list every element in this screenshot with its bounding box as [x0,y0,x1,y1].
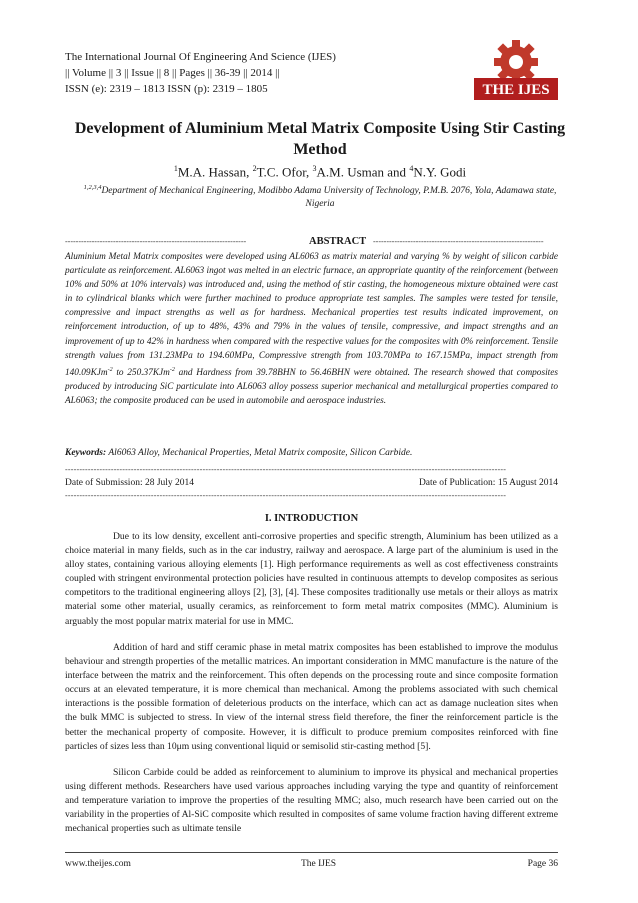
section-heading-introduction: I. INTRODUCTION [264,513,359,524]
affiliation [70,181,570,211]
author-list [60,160,580,181]
author-4-sup: 4 [409,164,414,173]
abstract-sup-1: -2 [107,366,113,373]
keywords [65,447,558,460]
abstract-text-3: and Hardness from 39.78BHN to 56.46BHN were obtained. The research showed that composites produced by introducing SiC particulate into AL6063 alloy possess superior mechanical and metallurgical properties compared to AL6063; the composite produced can be used in automobile and aerospace industries. [65,367,558,407]
submission-date: Date of Submission: 28 July 2014 [65,478,195,488]
separator-bottom: ---------------------------------------------------------------------------------------------------------------------------------------------------------- [65,491,507,500]
footer-journal: The IJES [301,859,337,869]
keywords-text: Al6063 Alloy, Mechanical Properties, Metal Matrix composite, Silicon Carbide. [106,448,413,458]
journal-header [65,49,465,97]
intro-paragraph-3: Silicon Carbide could be added as reinforcement to aluminium to improve its physical and mechanical properties using different methods. Researchers have used various approaches including varying the type and quantity of reinforcement and temperature variation to improve the properties of the resulting MMC; also, much research have been carried out on the variability in the properties of Al-SiC composite which resulted in composites of same volume fraction having different extreme mechanical properties such as ultimate tensile [65,767,558,835]
author-1-sup: 1 [173,164,178,173]
abstract-dashes-right: ---------------------------------------------------------------- [373,237,544,246]
abstract-heading: ABSTRACT [309,236,367,247]
author-1: M.A. Hassan, [177,164,253,180]
author-3-sup: 3 [312,164,317,173]
abstract-dashes-left: -------------------------------------------------------------------- [65,237,247,246]
footer-page-number: Page 36 [527,859,558,869]
abstract-heading-row [65,236,558,248]
intro-paragraph-2: Addition of hard and stiff ceramic phase in metal matrix composites has been established to improve the modulus behaviour and strength properties of the metallic matrices. An important consideration in MMC manufacture is the nature of the interface between the matrix and the reinforcement. This often depends on the processing route and since composite formation occurs at an elevated temperature, it is more chemical than mechanical. Among the problems associated with such chemical interactions is the possible formation of deleterious products on the interface, which can act as damage nucleation sites when the bulk MMC is subjected to stress. In view of the internal stress field therefore, the finer the reinforcement particle is the better the mechanical property of composite. However, it is difficult to produce premium composites reinforced with fine particles of sizes less than 10μm using conventional liquid or semisolid stir-casting method [5]. [65,642,558,752]
journal-name: The International Journal Of Engineering And Science (IJES) [65,51,336,63]
keywords-label: Keywords: [65,448,107,458]
page-footer [65,857,558,871]
abstract-sup-2: -2 [169,366,175,373]
ijes-logo [466,36,566,106]
paper-title: Development of Aluminium Metal Matrix Composite Using Stir Casting Method [74,120,566,158]
abstract-text-2: to 250.37KJm [112,367,170,378]
logo-text: THE IJES [482,82,550,98]
author-4: N.Y. Godi [413,164,467,180]
separator-top: ---------------------------------------------------------------------------------------------------------------------------------------------------------- [65,465,507,474]
gear-icon [466,36,566,106]
abstract-body [65,250,558,408]
issn-info: ISSN (e): 2319 – 1813 ISSN (p): 2319 – 1805 [65,83,268,95]
volume-info: || Volume || 3 || Issue || 8 || Pages || 36-39 || 2014 || [65,67,280,79]
author-3: A.M. Usman and [316,164,410,180]
publication-date: Date of Publication: 15 August 2014 [418,478,558,488]
author-2-sup: 2 [252,164,257,173]
affiliation-text: Department of Mechanical Engineering, Modibbo Adama University of Technology, P.M.B. 2076, Yola, Adamawa state, Nigeria [101,186,557,210]
date-row [65,476,558,490]
author-2: T.C. Ofor, [256,164,313,180]
intro-paragraph-1: Due to its low density, excellent anti-corrosive properties and specific strength, Aluminium has been utilized as a choice material in many fields, such as in the car industry, railway and aerospace. A large part of the aluminium is used in the alloy states, containing various alloying elements [1]. High performance requirements as well as cost effectiveness constraints coupled with stringent environmental protection policies have resulted in continuous attempts to develop composites as serious competitors to the traditional engineering alloys [2], [3], [4]. These composites traditionally use metals or their alloys as matrix material some other material, usually ceramics, as reinforcement to form metal matrix composites (MMC). Aluminium is arguably the most popular matrix material for use in MMC. [65,531,558,627]
abstract-text-1: Aluminium Metal Matrix composites were developed using AL6063 as matrix material and varying % by weight of silicon carbide particulate as reinforcement. AL6063 ingot was melted in an electric furnace, an appropriate quantity of the reinforcement (between 10% and 50% at 10% intervals) was introduced and, using the method of stir casting, the homogeneous mixture obtained were cast in to cylindrical blanks which were further machined to produce appropriate test samples. The samples were tested for tensile, compressive and impact strengths as well as for hardness. Mechanical properties test results indicated improvement, on reinforcement introduction, of up to 48%, 43% and 79% in the values of tensile, compressive, and impact strengths and an improvement of up to 42% in hardness when compared with the respective values for the composites with 0% reinforcement. Tensile strength values from 131.23MPa to 194.60MPa, Compressive strength from 103.70MPa to 167.15MPa, impact strength from 140.09KJm [65,252,558,378]
footer-divider [65,852,558,853]
footer-website: www.theijes.com [65,859,131,869]
affiliation-sup: 1,2,3,4 [83,184,102,191]
